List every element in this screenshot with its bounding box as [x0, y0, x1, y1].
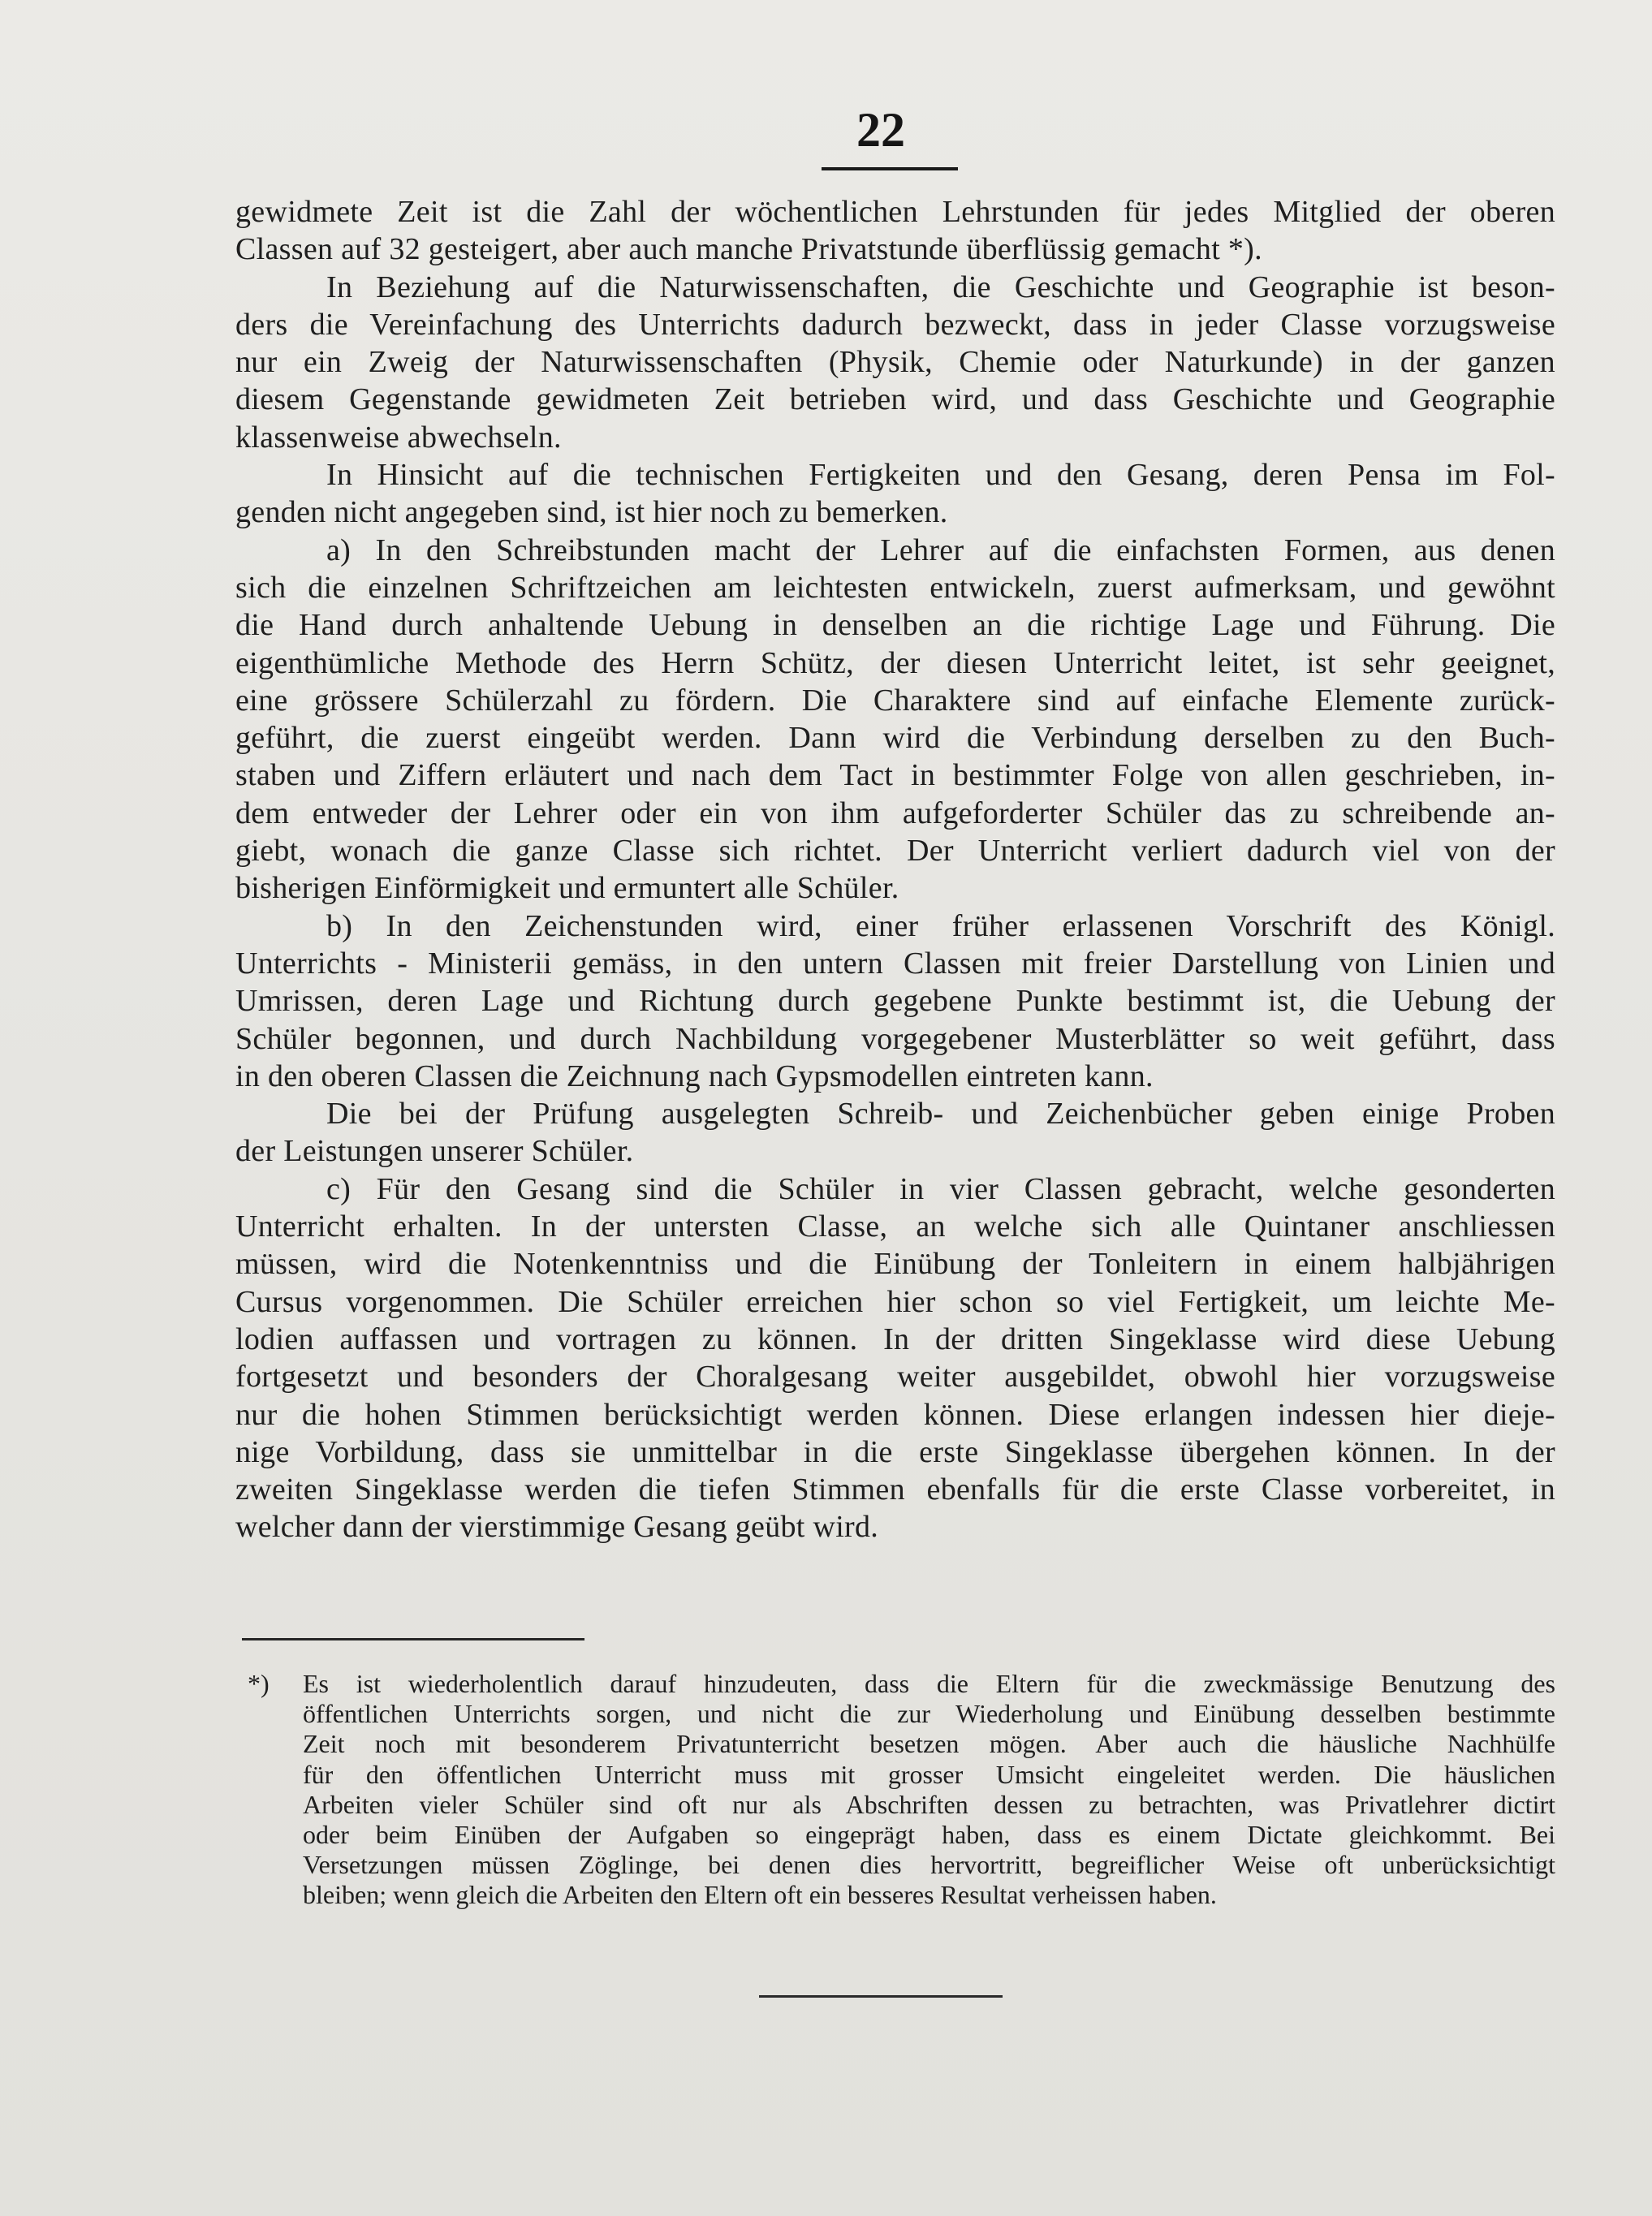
text-line: nur ein Zweig der Naturwissenschaften (Physik, Chemie oder Naturkunde) in der ganzen — [235, 345, 1555, 380]
text-line: Unterricht erhalten. In der untersten Classe, an welche sich alle Quintaner anschliessen — [235, 1209, 1555, 1244]
text-line: staben und Ziffern erläutert und nach dem Tact in bestimmter Folge von allen geschrieben, in- — [235, 758, 1555, 793]
text-line: giebt, wonach die ganze Classe sich richtet. Der Unterricht verliert dadurch viel von der — [235, 834, 1555, 869]
text-line: c) Für den Gesang sind die Schüler in vier Classen gebracht, welche gesonderten — [326, 1171, 1555, 1206]
text-line: In Hinsicht auf die technischen Fertigkeiten und den Gesang, deren Pensa im Fol- — [326, 458, 1555, 493]
text-line: Umrissen, deren Lage und Richtung durch gegebene Punkte bestimmt ist, die Uebung der — [235, 984, 1555, 1019]
text-line: ders die Vereinfachung des Unterrichts dadurch bezweckt, dass in jeder Classe vorzugsweise — [235, 307, 1555, 342]
text-line: dem entweder der Lehrer oder ein von ihm aufgeforderter Schüler das zu schreibende an- — [235, 795, 1555, 830]
body-text — [235, 193, 1555, 1546]
text-line: der Leistungen unserer Schüler. — [235, 1134, 634, 1169]
text-line: In Beziehung auf die Naturwissenschaften, die Geschichte und Geographie ist beson- — [326, 269, 1555, 304]
text-line: nige Vorbildung, dass sie unmittelbar in die erste Singeklasse übergehen können. In der — [235, 1434, 1555, 1469]
footnote-line: oder beim Einüben der Aufgaben so eingeprägt haben, dass es einem Dictate gleichkommt. Bei — [303, 1819, 1555, 1849]
footnote-line: für den öffentlichen Unterricht muss mit grosser Umsicht eingeleitet werden. Die häuslichen — [303, 1759, 1555, 1789]
footnote-line: Arbeiten vieler Schüler sind oft nur als Abschriften dessen zu betrachten, was Privatlehrer dictirt — [303, 1789, 1555, 1819]
text-line: eine grössere Schülerzahl zu fördern. Die Charaktere sind auf einfache Elemente zurück- — [235, 683, 1555, 718]
text-line: Cursus vorgenommen. Die Schüler erreichen hier schon so viel Fertigkeit, um leichte Me- — [235, 1284, 1555, 1319]
text-line: in den oberen Classen die Zeichnung nach Gypsmodellen eintreten kann. — [235, 1058, 1154, 1093]
text-line: Die bei der Prüfung ausgelegten Schreib- und Zeichenbücher geben einige Proben — [326, 1097, 1555, 1132]
text-line: genden nicht angegeben sind, ist hier noch zu bemerken. — [235, 495, 948, 530]
text-line: eigenthümliche Methode des Herrn Schütz, der diesen Unterricht leitet, ist sehr geeignet, — [235, 645, 1555, 680]
text-line: die Hand durch anhaltende Uebung in denselben an die richtige Lage und Führung. Die — [235, 608, 1555, 643]
footnote-marker: *) — [248, 1669, 270, 1698]
page-number: 22 — [856, 103, 905, 157]
text-line: müssen, wird die Notenkenntniss und die Einübung der Tonleitern in einem halbjährigen — [235, 1247, 1555, 1282]
text-line: Schüler begonnen, und durch Nachbildung vorgegebener Musterblätter so weit geführt, dass — [235, 1021, 1555, 1056]
text-line: nur die hohen Stimmen berücksichtigt werden können. Diese erlangen indessen hier dieje- — [235, 1397, 1555, 1432]
footnote-lines — [248, 1669, 1555, 1911]
text-line: Unterrichts - Ministerii gemäss, in den untern Classen mit freier Darstellung von Linien und — [235, 946, 1555, 981]
footnote-line: Es ist wiederholentlich darauf hinzudeuten, dass die Eltern für die zweckmässige Benutzung des — [303, 1669, 1555, 1698]
text-line: Classen auf 32 gesteigert, aber auch manche Privatstunde überflüssig gemacht *). — [235, 232, 1262, 267]
text-line: diesem Gegenstande gewidmeten Zeit betrieben wird, und dass Geschichte und Geographie — [235, 382, 1555, 417]
text-line: lodien auffassen und vortragen zu können. In der dritten Singeklasse wird diese Uebung — [235, 1321, 1555, 1356]
text-line: fortgesetzt und besonders der Choralgesang weiter ausgebildet, obwohl hier vorzugsweise — [235, 1360, 1555, 1395]
text-line: a) In den Schreibstunden macht der Lehrer auf die einfachsten Formen, aus denen — [326, 532, 1555, 567]
text-line: sich die einzelnen Schriftzeichen am leichtesten entwickeln, zuerst aufmerksam, und gewöhnt — [235, 570, 1555, 605]
text-line: klassenweise abwechseln. — [235, 420, 562, 455]
footnote — [248, 1669, 1555, 1911]
text-line: welcher dann der vierstimmige Gesang geübt wird. — [235, 1510, 879, 1545]
footnote-line: öffentlichen Unterrichts sorgen, und nicht die zur Wiederholung und Einübung desselben bestimmte — [303, 1699, 1555, 1729]
page-number-rule — [822, 167, 958, 170]
text-line: geführt, die zuerst eingeübt werden. Dann wird die Verbindung derselben zu den Buch- — [235, 721, 1555, 756]
text-line: b) In den Zeichenstunden wird, einer früher erlassenen Vorschrift des Königl. — [326, 908, 1555, 943]
text-line: zweiten Singeklasse werden die tiefen Stimmen ebenfalls für die erste Classe vorbereitet, in — [235, 1472, 1555, 1507]
text-line: bisherigen Einförmigkeit und ermuntert alle Schüler. — [235, 871, 899, 906]
end-rule — [759, 1995, 1003, 1998]
footnote-line: Versetzungen müssen Zöglinge, bei denen dies hervortritt, begreiflicher Weise oft unberücksichtigt — [303, 1850, 1555, 1880]
footnote-line: bleiben; wenn gleich die Arbeiten den Eltern oft ein besseres Resultat verheissen haben. — [303, 1880, 1217, 1910]
text-line: gewidmete Zeit ist die Zahl der wöchentlichen Lehrstunden für jedes Mitglied der oberen — [235, 195, 1555, 229]
footnote-line: Zeit noch mit besonderem Privatunterricht besetzen mögen. Aber auch die häusliche Nachhülfe — [303, 1729, 1555, 1759]
footnote-rule — [242, 1638, 584, 1640]
